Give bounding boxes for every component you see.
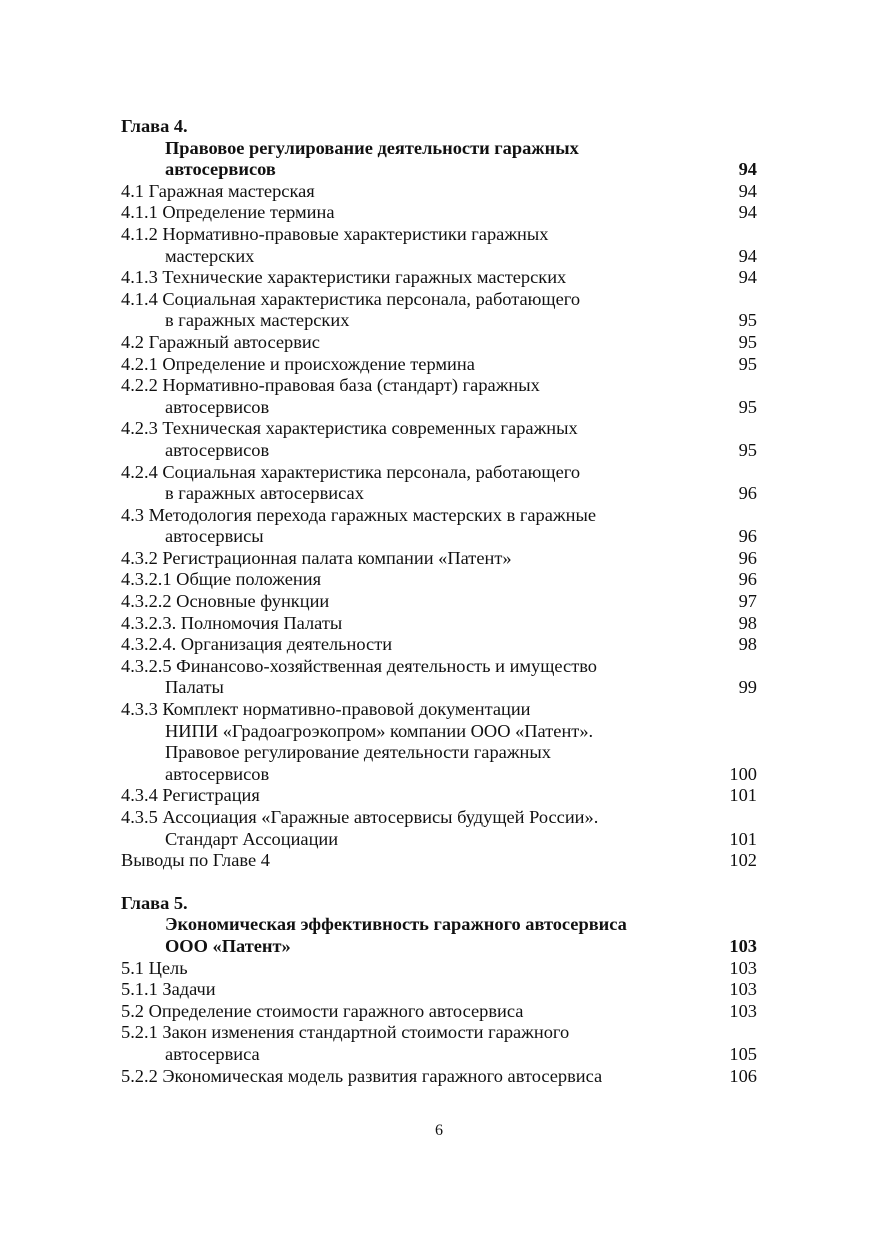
toc-entry-title: Правовое регулирование деятельности гаражных [165, 137, 579, 158]
toc-entry-title: в гаражных автосервисах [165, 483, 364, 504]
toc-entry [121, 246, 757, 268]
toc-entry-page: 102 [729, 850, 757, 871]
toc-entry-page: 94 [738, 202, 757, 223]
toc-entry-title: Палаты [165, 677, 224, 698]
toc-entry-page: 94 [738, 245, 757, 266]
chapter-heading-line [121, 116, 757, 138]
toc-entry-title: 4.1.2 Нормативно-правовые характеристики гаражных [121, 223, 549, 244]
page-number: 6 [435, 1122, 443, 1139]
toc-entry [121, 1022, 757, 1044]
toc-entry-page: 106 [729, 1065, 757, 1086]
toc-entry [121, 979, 757, 1001]
toc-entry-title: 5.2.2 Экономическая модель развития гаражного автосервиса [121, 1065, 603, 1086]
chapter-section [121, 116, 757, 872]
toc-entry-title: автосервисов [165, 159, 276, 180]
toc-entry-title: 4.3.2.5 Финансово-хозяйственная деятельность и имущество [121, 655, 597, 676]
toc-entry-title: автосервисов [165, 396, 270, 417]
toc-entry-title: 4.3.2.3. Полномочия Палаты [121, 612, 343, 633]
toc-entry-page: 94 [738, 159, 757, 180]
toc-entry [121, 224, 757, 246]
table-of-contents [121, 116, 757, 1087]
toc-entry [121, 677, 757, 699]
toc-entry [121, 850, 757, 872]
toc-entry [121, 656, 757, 678]
chapter-heading-line [121, 914, 757, 936]
toc-entry-title: в гаражных мастерских [165, 310, 350, 331]
toc-entry-title: 4.3.5 Ассоциация «Гаражные автосервисы будущей России». [121, 807, 599, 827]
toc-entry-page: 103 [729, 935, 757, 956]
toc-entry-page: 96 [738, 526, 757, 547]
toc-entry [121, 613, 757, 635]
toc-entry-page: 103 [729, 957, 757, 978]
toc-entry-page: 95 [738, 331, 757, 352]
toc-entry [121, 375, 757, 397]
toc-entry [121, 742, 757, 764]
toc-entry-page: 98 [738, 612, 757, 633]
toc-entry-page: 98 [738, 634, 757, 655]
toc-entry-title: Экономическая эффективность гаражного автосервиса [165, 914, 627, 935]
toc-entry-page: 96 [738, 483, 757, 504]
toc-entry-title: 5.1 Цель [121, 957, 188, 978]
toc-entry [121, 397, 757, 419]
toc-entry-title: 4.1.3 Технические характеристики гаражных мастерских [121, 267, 567, 288]
toc-entry [121, 202, 757, 224]
toc-entry-title: 4.1.4 Социальная характеристика персонала, работающего [121, 288, 581, 309]
toc-entry-title: мастерских [165, 245, 255, 266]
toc-entry-title: 4.1 Гаражная мастерская [121, 180, 315, 201]
toc-entry-page: 95 [738, 439, 757, 460]
toc-entry [121, 764, 757, 786]
toc-entry [121, 332, 757, 354]
toc-entry [121, 958, 757, 980]
toc-entry-page: 96 [738, 569, 757, 590]
toc-entry-page: 101 [729, 828, 757, 849]
toc-entry [121, 548, 757, 570]
toc-entry-page: 97 [738, 591, 757, 612]
toc-entry [121, 1066, 757, 1088]
toc-entry-title: ООО «Патент» [165, 935, 291, 956]
toc-entry-title: 4.3.2.1 Общие положения [121, 569, 322, 590]
toc-entry [121, 462, 757, 484]
toc-entry [121, 483, 757, 505]
toc-entry-title: автосервисов [165, 763, 270, 784]
toc-entry [121, 829, 757, 851]
toc-entry-page: 95 [738, 396, 757, 417]
toc-entry-page: 99 [738, 677, 757, 698]
toc-entry-title: Стандарт Ассоциации [165, 828, 339, 849]
chapter-heading-line [121, 893, 757, 915]
toc-entry-title: 5.2 Определение стоимости гаражного автосервиса [121, 1000, 524, 1021]
toc-entry-title: 5.2.1 Закон изменения стандартной стоимости гаражного [121, 1022, 570, 1043]
toc-entry-title: автосервисов [165, 439, 270, 460]
toc-entry-title: 4.3.4 Регистрация [121, 785, 260, 806]
chapter-heading-line [121, 159, 757, 181]
toc-entry-title: 4.2.1 Определение и происхождение термина [121, 353, 475, 374]
toc-entry-title: 4.3 Методология перехода гаражных мастерских в гаражные [121, 504, 596, 525]
toc-entry [121, 181, 757, 203]
toc-entry [121, 289, 757, 311]
toc-entry [121, 354, 757, 376]
toc-entry-title: 4.2.3 Техническая характеристика современных гаражных [121, 418, 578, 439]
toc-entry-title: 4.1.1 Определение термина [121, 202, 335, 223]
toc-entry-page: 100 [729, 763, 757, 784]
toc-entry-title: 4.3.3 Комплект нормативно-правовой документации [121, 699, 531, 720]
toc-entry-title: Правовое регулирование деятельности гаражных [165, 742, 551, 763]
toc-entry [121, 634, 757, 656]
toc-entry-title: 4.2 Гаражный автосервис [121, 331, 320, 352]
toc-entry [121, 785, 757, 807]
toc-entry [121, 418, 757, 440]
toc-entry [121, 505, 757, 527]
toc-entry [121, 1001, 757, 1023]
toc-entry-title: автосервисы [165, 526, 264, 547]
toc-entry-title: автосервиса [165, 1043, 260, 1064]
chapter-gap [121, 872, 757, 893]
toc-entry [121, 526, 757, 548]
toc-entry-page: 103 [729, 979, 757, 1000]
toc-entry-title: НИПИ «Градоагроэкопром» компании ООО «Патент». [165, 720, 594, 741]
toc-entry-title: 4.2.4 Социальная характеристика персонала, работающего [121, 461, 581, 482]
toc-entry-page: 94 [738, 267, 757, 288]
toc-entry-title: 4.3.2 Регистрационная палата компании «Патент» [121, 547, 512, 568]
toc-entry [121, 807, 757, 829]
toc-entry [121, 267, 757, 289]
chapter-section [121, 893, 757, 1087]
toc-entry-title: Глава 5. [121, 892, 188, 913]
toc-entry [121, 569, 757, 591]
toc-entry-page: 105 [729, 1043, 757, 1064]
toc-entry [121, 591, 757, 613]
toc-entry-title: 4.3.2.2 Основные функции [121, 591, 330, 612]
toc-entry-title: 5.1.1 Задачи [121, 979, 216, 1000]
toc-entry [121, 1044, 757, 1066]
toc-entry [121, 721, 757, 743]
toc-entry-title: Выводы по Главе 4 [121, 850, 270, 871]
toc-entry-title: 4.3.2.4. Организация деятельности [121, 634, 393, 655]
toc-entry-page: 94 [738, 180, 757, 201]
toc-entry [121, 440, 757, 462]
chapter-heading-line [121, 936, 757, 958]
toc-entry-title: Глава 4. [121, 116, 188, 136]
toc-entry-page: 101 [729, 785, 757, 806]
chapter-heading-line [121, 138, 757, 160]
toc-entry-page: 103 [729, 1000, 757, 1021]
toc-entry-page: 96 [738, 547, 757, 568]
toc-entry [121, 310, 757, 332]
toc-entry-page: 95 [738, 353, 757, 374]
toc-entry [121, 699, 757, 721]
toc-entry-page: 95 [738, 310, 757, 331]
toc-entry-title: 4.2.2 Нормативно-правовая база (стандарт) гаражных [121, 375, 540, 396]
